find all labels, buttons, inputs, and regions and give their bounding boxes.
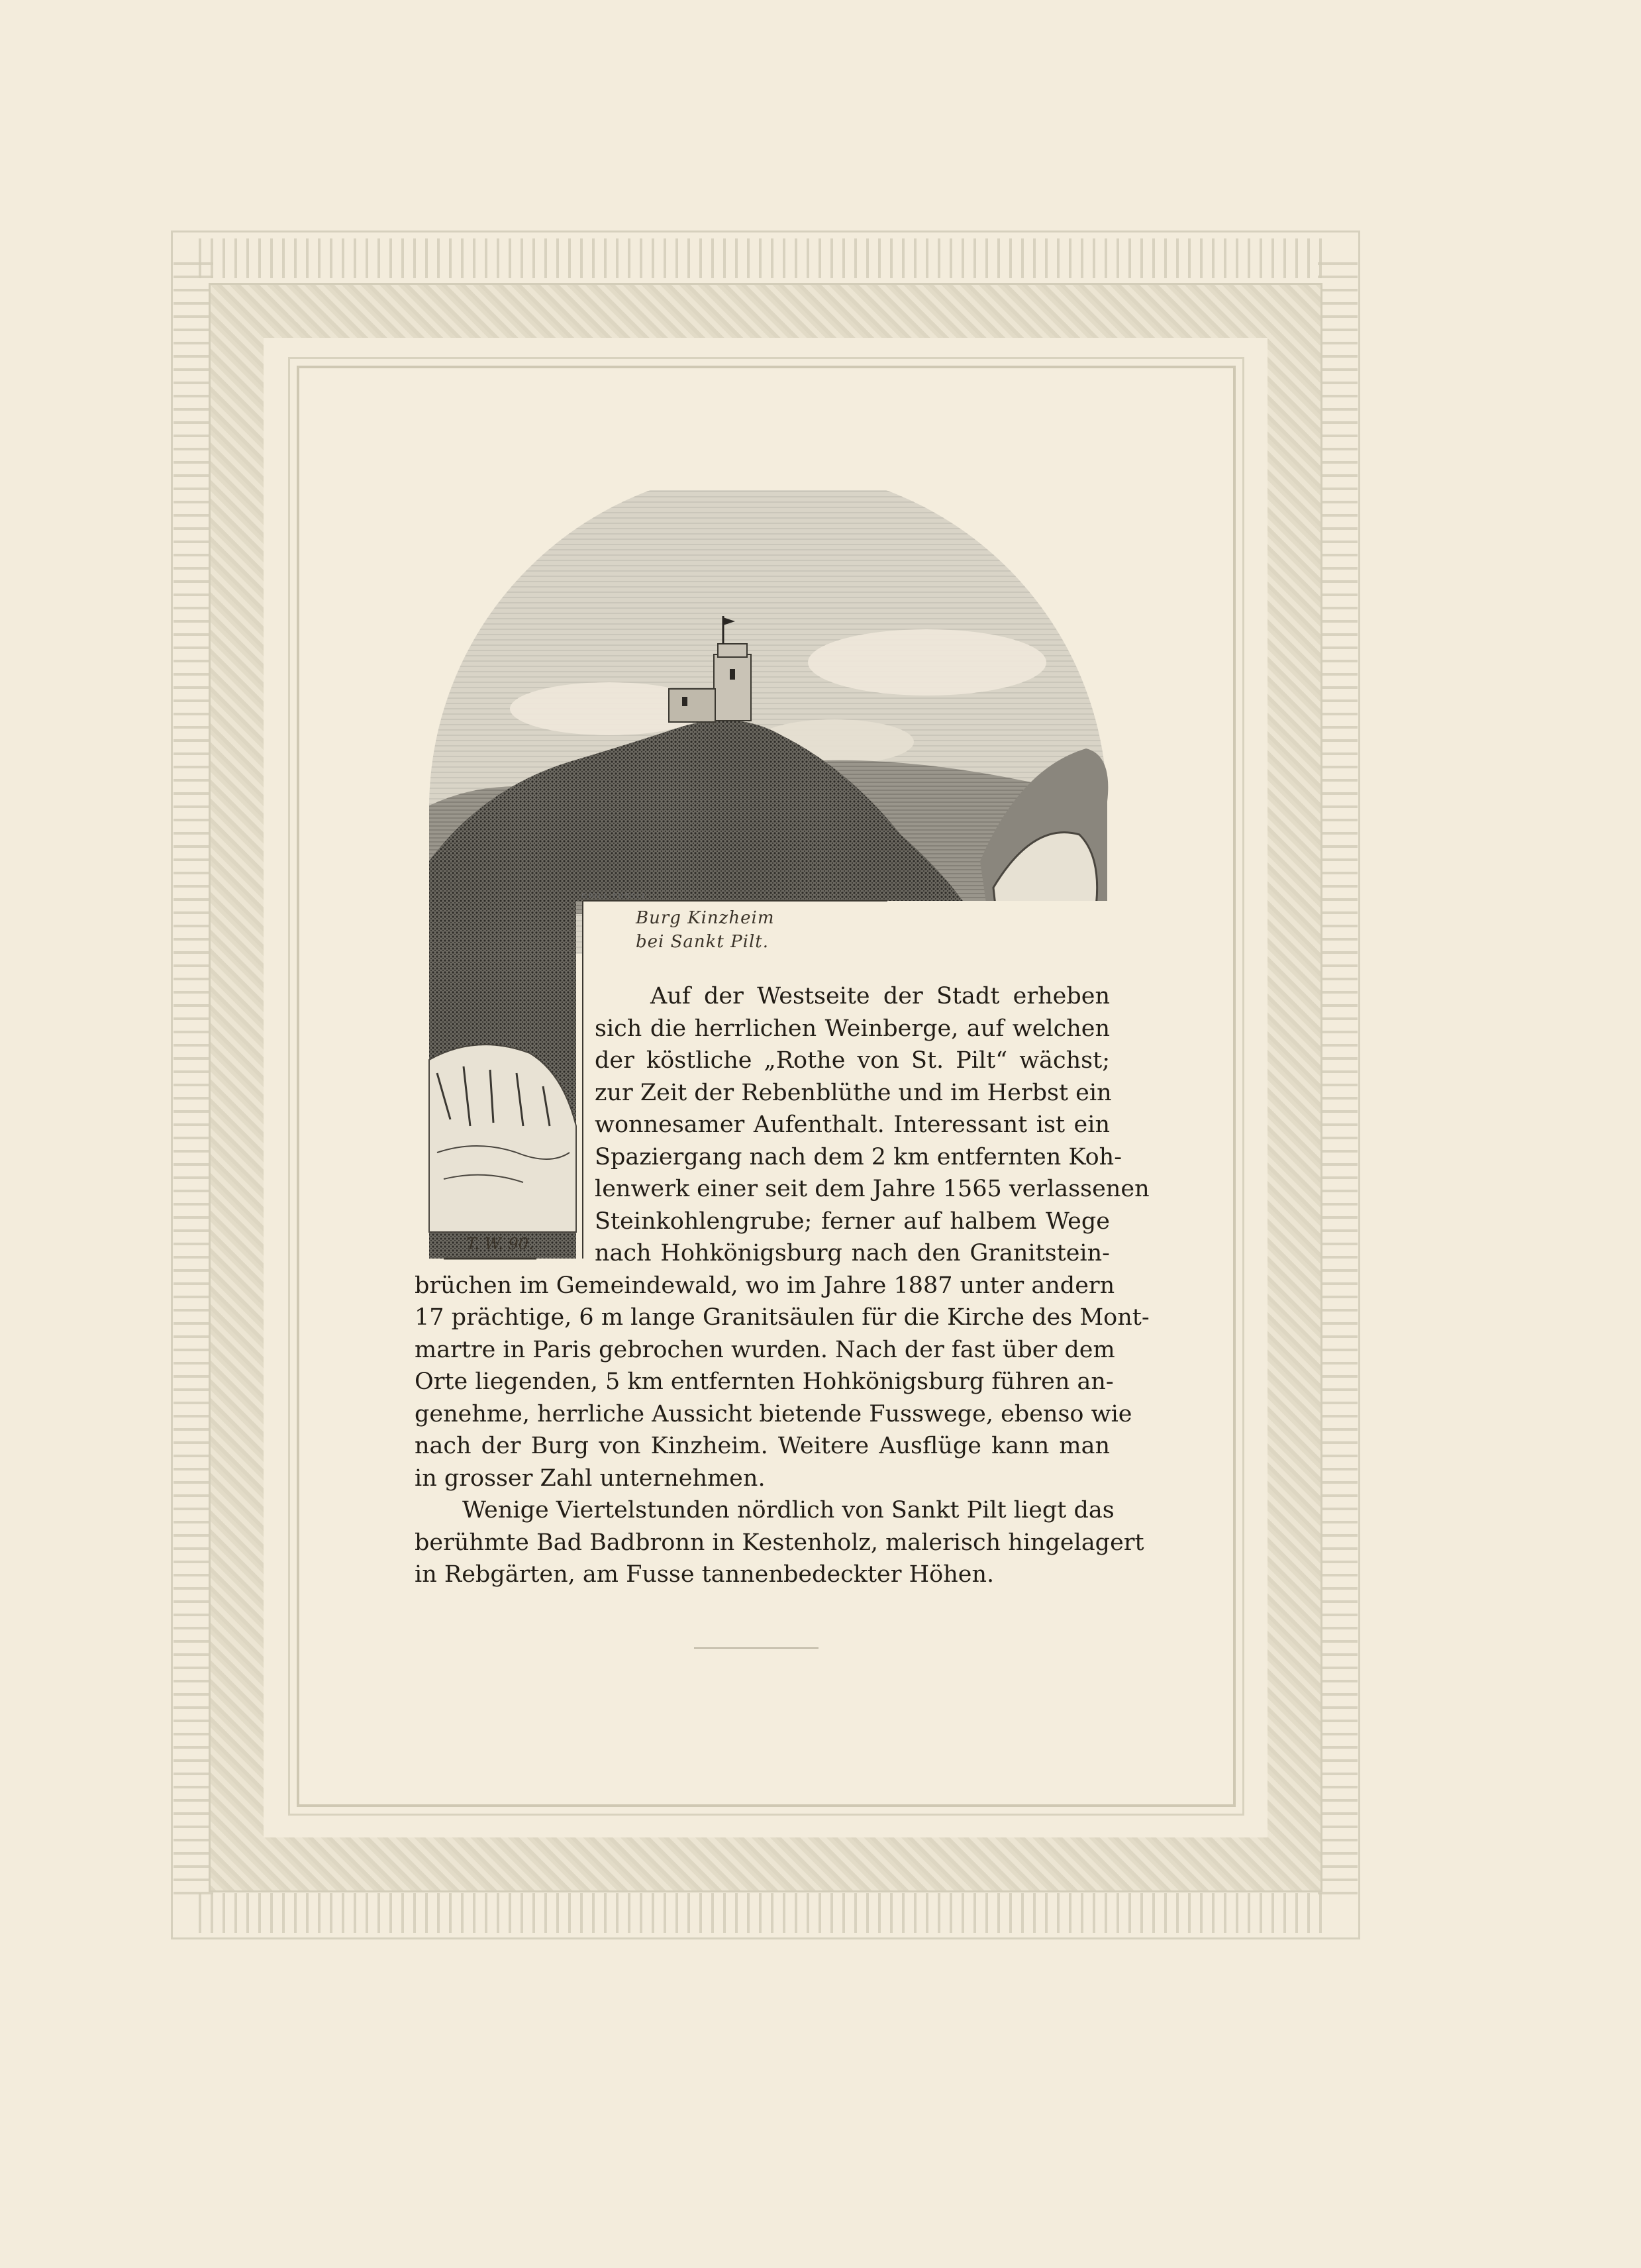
- engraver-credit: GRILL FUSSLI: [581, 892, 646, 900]
- text-line: Wenige Viertelstunden nördlich von Sankt Pilt liegt das: [462, 1497, 1115, 1523]
- text-line: 17 prächtige, 6 m lange Granitsäulen für die Kirche des Mont-: [415, 1304, 1150, 1331]
- text-line: Orte liegenden, 5 km entfernten Hohkönigsburg führen an-: [415, 1368, 1114, 1395]
- caption-line: bei Sankt Pilt.: [636, 932, 769, 952]
- top-tick-border: [199, 238, 1331, 278]
- text-line: nach Hohkönigsburg nach den Granitstein-: [595, 1240, 1110, 1266]
- closing-rule: [694, 1647, 819, 1649]
- text-line: brüchen im Gemeindewald, wo im Jahre 1887 unter andern: [415, 1272, 1115, 1299]
- body-text: [415, 980, 1150, 1591]
- text-line: nach der Burg von Kinzheim. Weitere Ausflüge kann man: [415, 1433, 1110, 1459]
- bottom-tick-border: [199, 1893, 1331, 1933]
- caption-line: Burg Kinzheim: [636, 908, 775, 928]
- text-line: Spaziergang nach dem 2 km entfernten Koh-: [595, 1143, 1122, 1170]
- text-line: martre in Paris gebrochen wurden. Nach der fast über dem: [415, 1336, 1115, 1363]
- text-line: in Rebgärten, am Fusse tannenbedeckter Höhen.: [415, 1561, 995, 1588]
- illustration-caption: [636, 906, 774, 954]
- text-line: zur Zeit der Rebenblüthe und im Herbst ein: [595, 1079, 1112, 1106]
- text-line: sich die herrlichen Weinberge, auf welchen: [595, 1015, 1110, 1042]
- left-tick-border: [174, 258, 213, 1894]
- text-line: wonnesamer Aufenthalt. Interessant ist ein: [595, 1111, 1110, 1138]
- text-line: berühmte Bad Badbronn in Kestenholz, malerisch hingelagert: [415, 1529, 1144, 1556]
- text-line: Auf der Westseite der Stadt erheben: [650, 983, 1110, 1009]
- artist-signature: T. W. 90.: [466, 1235, 534, 1253]
- text-line: in grosser Zahl unternehmen.: [415, 1465, 766, 1492]
- text-line: genehme, herrliche Aussicht bietende Fusswege, ebenso wie: [415, 1400, 1132, 1427]
- text-line: lenwerk einer seit dem Jahre 1565 verlassenen: [595, 1176, 1150, 1202]
- text-line: der köstliche „Rothe von St. Pilt“ wächst;: [595, 1047, 1110, 1074]
- text-line: Steinkohlengrube; ferner auf halbem Wege: [595, 1208, 1110, 1235]
- right-tick-border: [1318, 258, 1358, 1894]
